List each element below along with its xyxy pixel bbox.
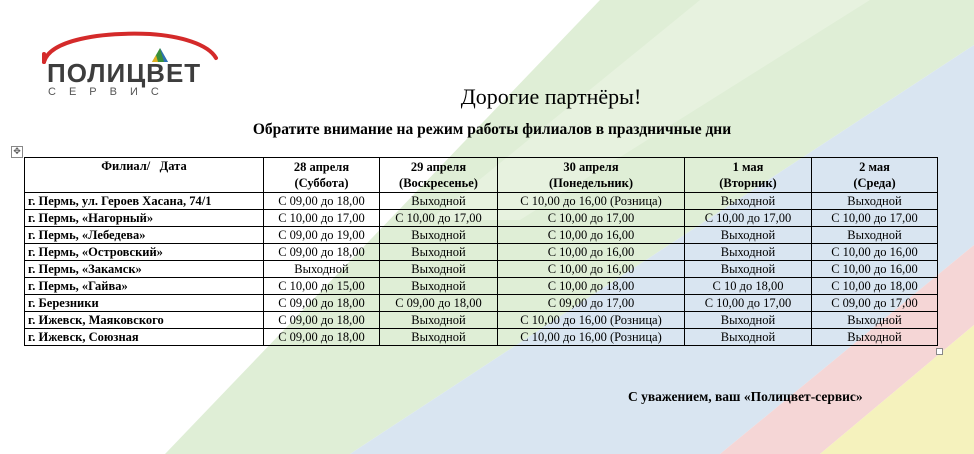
hours-cell: С 10,00 до 16,00 (Розница) [498, 312, 685, 329]
hours-cell: Выходной [812, 193, 938, 210]
hours-cell: С 09,00 до 18,00 [264, 193, 380, 210]
branch-cell: г. Пермь, «Закамск» [25, 261, 264, 278]
header-weekday: (Воскресенье) [399, 176, 478, 190]
branch-cell: г. Пермь, «Лебедева» [25, 227, 264, 244]
header-date: 28 апреля [293, 160, 350, 174]
logo-name: ПОЛИЦВЕТ [47, 58, 202, 88]
hours-cell: Выходной [380, 261, 498, 278]
table-row [25, 329, 938, 346]
hours-cell: С 10,00 до 16,00 [498, 227, 685, 244]
hours-cell: С 10,00 до 17,00 [685, 210, 812, 227]
hours-cell: Выходной [380, 312, 498, 329]
hours-cell: Выходной [812, 312, 938, 329]
hours-cell: С 10,00 до 17,00 [264, 210, 380, 227]
hours-cell: С 09,00 до 18,00 [264, 312, 380, 329]
table-resize-handle[interactable] [936, 348, 943, 355]
hours-cell: С 10 до 18,00 [685, 278, 812, 295]
hours-cell: Выходной [685, 261, 812, 278]
hours-cell: Выходной [264, 261, 380, 278]
branch-cell: г. Ижевск, Маяковского [25, 312, 264, 329]
header-apr29 [380, 158, 498, 193]
header-apr30 [498, 158, 685, 193]
hours-cell: С 10,00 до 16,00 [498, 244, 685, 261]
hours-cell: С 09,00 до 18,00 [264, 295, 380, 312]
hours-cell: С 09,00 до 18,00 [264, 244, 380, 261]
hours-cell: С 10,00 до 17,00 [498, 210, 685, 227]
header-branch [25, 158, 264, 193]
branch-cell: г. Пермь, «Нагорный» [25, 210, 264, 227]
table-row [25, 261, 938, 278]
schedule-table [24, 157, 938, 346]
hours-cell: С 10,00 до 15,00 [264, 278, 380, 295]
header-weekday: (Среда) [853, 176, 896, 190]
page-title: Дорогие партнёры! [460, 84, 642, 109]
hours-cell: Выходной [380, 227, 498, 244]
branch-cell: г. Ижевск, Союзная [25, 329, 264, 346]
header-date: 2 мая [859, 160, 890, 174]
header-date: 30 апреля [563, 160, 619, 174]
table-row [25, 227, 938, 244]
table-row [25, 278, 938, 295]
hours-cell: С 10,00 до 18,00 [812, 278, 938, 295]
header-date: 1 мая [732, 160, 764, 174]
branch-cell: г. Пермь, «Гайва» [25, 278, 264, 295]
table-move-handle-icon[interactable]: ✥ [11, 146, 23, 158]
header-may2 [812, 158, 938, 193]
hours-cell: Выходной [685, 193, 812, 210]
hours-cell: С 09,00 до 18,00 [264, 329, 380, 346]
hours-cell: Выходной [380, 278, 498, 295]
hours-cell: С 10,00 до 16,00 [812, 261, 938, 278]
header-weekday: (Понедельник) [549, 176, 633, 190]
table-row [25, 244, 938, 261]
hours-cell: С 09,00 до 19,00 [264, 227, 380, 244]
header-date: 29 апреля [410, 160, 467, 174]
logo-subtitle: СЕРВИС [48, 86, 172, 98]
hours-cell: С 09,00 до 17,00 [498, 295, 685, 312]
hours-cell: Выходной [812, 329, 938, 346]
hours-cell: С 10,00 до 16,00 [812, 244, 938, 261]
branch-cell: г. Пермь, «Островский» [25, 244, 264, 261]
page-subtitle: Обратите внимание на режим работы филиалов в праздничные дни [252, 121, 732, 138]
table-row [25, 210, 938, 227]
hours-cell: Выходной [685, 227, 812, 244]
hours-cell: Выходной [380, 244, 498, 261]
header-apr28 [264, 158, 380, 193]
signoff-text: С уважением, ваш «Полицвет-сервис» [628, 389, 863, 404]
hours-cell: С 10,00 до 17,00 [685, 295, 812, 312]
hours-cell: С 10,00 до 17,00 [812, 210, 938, 227]
hours-cell: Выходной [685, 312, 812, 329]
branch-cell: г. Пермь, ул. Героев Хасана, 74/1 [25, 193, 264, 210]
header-branch-label: Филиал/ Дата [101, 159, 187, 173]
hours-cell: С 10,00 до 17,00 [380, 210, 498, 227]
table-header-row [25, 158, 938, 193]
hours-cell: Выходной [380, 193, 498, 210]
hours-cell: Выходной [685, 244, 812, 261]
hours-cell: С 10,00 до 18,00 [498, 278, 685, 295]
hours-cell: С 09,00 до 17,00 [812, 295, 938, 312]
header-weekday: (Вторник) [719, 176, 777, 190]
branch-cell: г. Березники [25, 295, 264, 312]
hours-cell: Выходной [380, 329, 498, 346]
hours-cell: С 09,00 до 18,00 [380, 295, 498, 312]
header-weekday: (Суббота) [294, 176, 349, 190]
hours-cell: С 10,00 до 16,00 (Розница) [498, 193, 685, 210]
hours-cell: С 10,00 до 16,00 (Розница) [498, 329, 685, 346]
header-may1 [685, 158, 812, 193]
table-row [25, 295, 938, 312]
table-row [25, 193, 938, 210]
hours-cell: С 10,00 до 16,00 [498, 261, 685, 278]
hours-cell: Выходной [812, 227, 938, 244]
hours-cell: Выходной [685, 329, 812, 346]
table-row [25, 312, 938, 329]
